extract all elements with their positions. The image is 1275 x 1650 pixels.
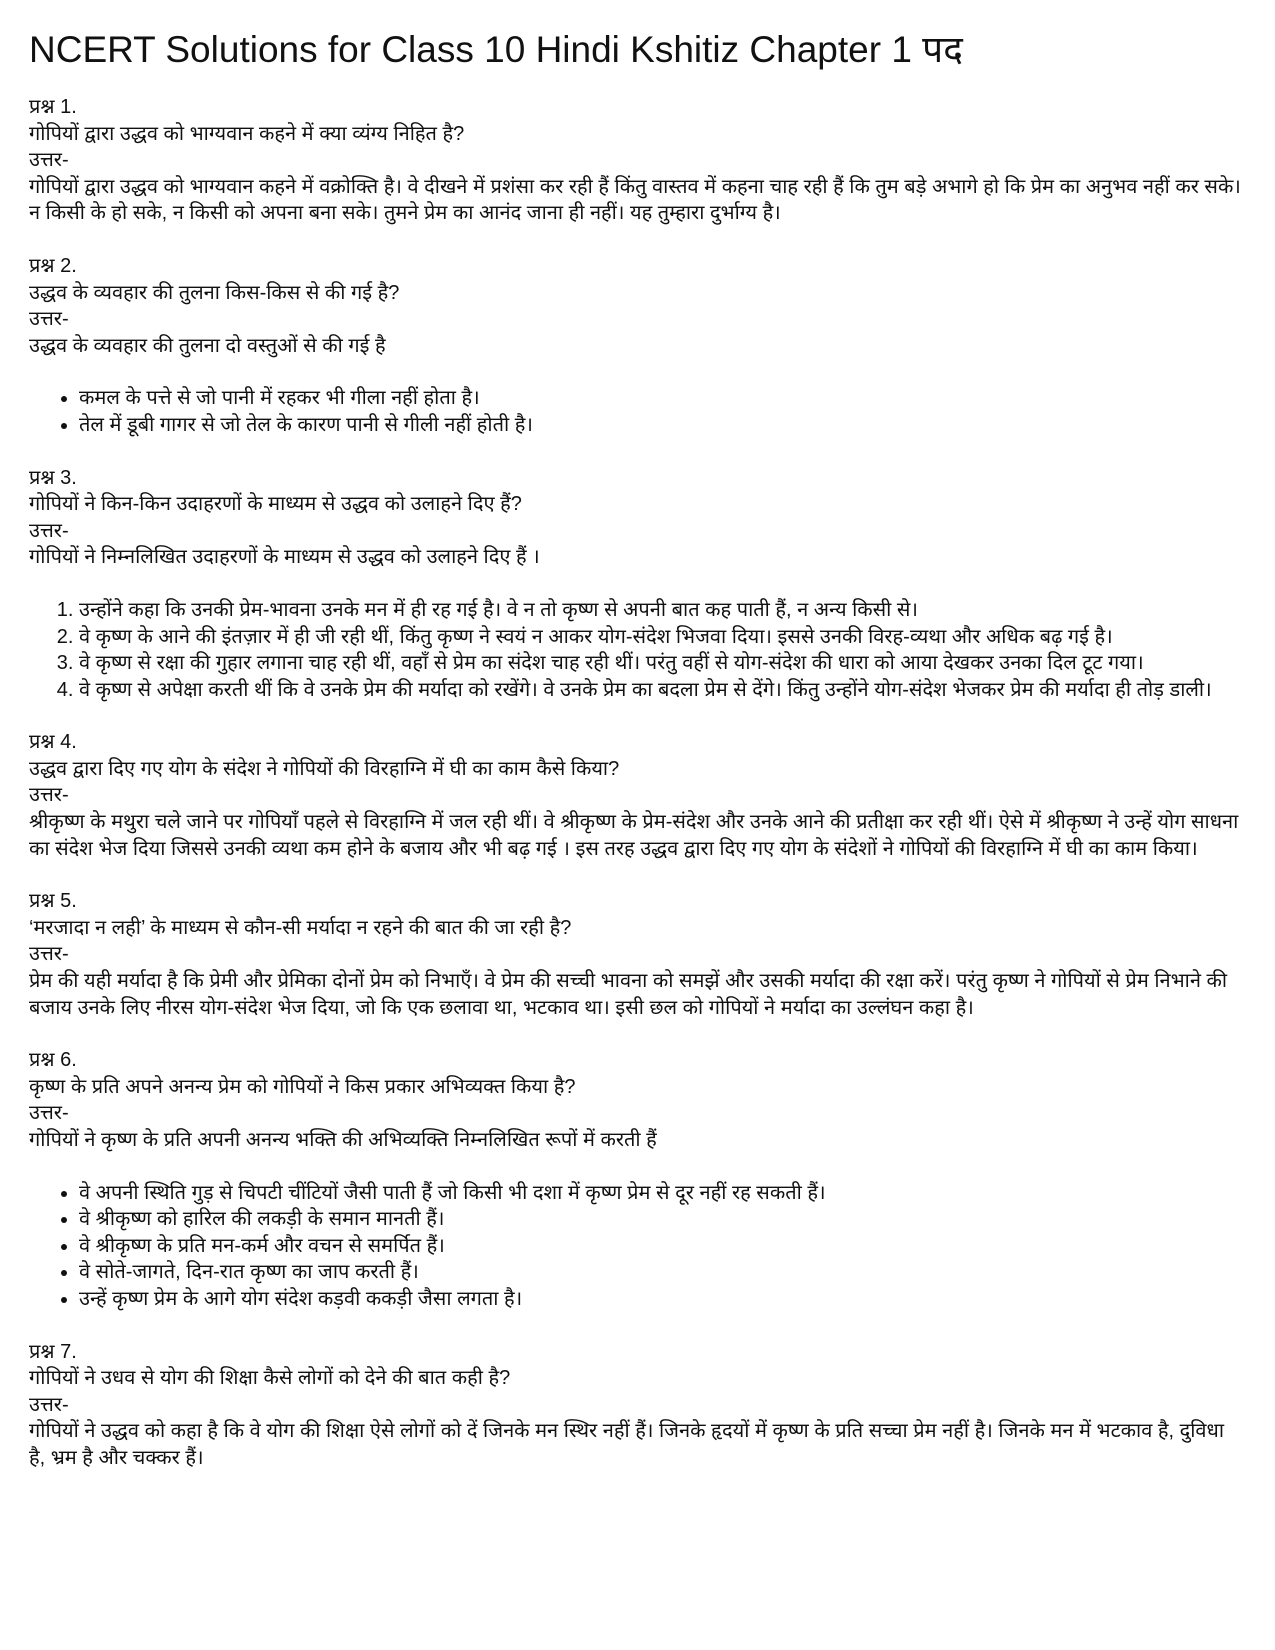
question-number: प्रश्न 3. [29, 466, 77, 489]
list-item: 4. वे कृष्ण से अपेक्षा करती थीं कि वे उनके प्रेम की मर्यादा को रखेंगे। वे उनके प्रेम का बदला प्रेम से देंगे। किंतु उन्होंने योग-संदेश भेजकर प्रेम की मर्यादा ही तोड़ डाली। [79, 677, 1245, 704]
question-text: गोपियों ने किन-किन उदाहरणों के माध्यम से उद्धव को उलाहने दिए हैं? [29, 493, 522, 516]
qa-section [29, 253, 1245, 439]
question-text: ‘मरजादा न लही’ के माध्यम से कौन-सी मर्यादा न रहने की बात की जा रही है? [29, 916, 572, 939]
question-number: प्रश्न 2. [29, 254, 77, 277]
qa-section [29, 94, 1245, 227]
question-text: उद्धव के व्यवहार की तुलना किस-किस से की गई है? [29, 281, 400, 304]
question-number: प्रश्न 1. [29, 96, 77, 118]
qa-section [29, 465, 1245, 704]
list-item: • कमल के पत्ते से जो पानी में रहकर भी गीला नहीं होता है। [79, 385, 1245, 412]
answer-text: गोपियों ने निम्नलिखित उदाहरणों के माध्यम से उद्धव को उलाहने दिए हैं । [29, 546, 540, 569]
answer-label: उत्तर- [29, 1102, 69, 1125]
answer-text: उद्धव के व्यवहार की तुलना दो वस्तुओं से की गई है [29, 334, 386, 357]
list-item: • तेल में डूबी गागर से जो तेल के कारण पानी से गीली नहीं होती है। [79, 412, 1245, 439]
answer-label: उत्तर- [29, 943, 69, 966]
bullet-list [29, 1180, 1245, 1313]
qa-section [29, 1047, 1245, 1312]
list-item: • वे सोते-जागते, दिन-रात कृष्ण का जाप करती हैं। [79, 1259, 1245, 1286]
answer-text: गोपियों ने कृष्ण के प्रति अपनी अनन्य भक्ति की अभिव्यक्ति निम्नलिखित रूपों में करती हैं [29, 1129, 657, 1151]
question-text: गोपियों द्वारा उद्धव को भाग्यवान कहने में क्या व्यंग्य निहित है? [29, 122, 465, 145]
answer-label: उत्तर- [29, 1393, 69, 1416]
list-item: • उन्हें कृष्ण प्रेम के आगे योग संदेश कड़वी ककड़ी जैसा लगता है। [79, 1286, 1245, 1313]
question-number: प्रश्न 5. [29, 890, 77, 913]
numbered-list [29, 597, 1245, 703]
answer-text: गोपियों द्वारा उद्धव को भाग्यवान कहने में वक्रोक्ति है। वे दीखने में प्रशंसा कर रही हैं किंतु वास्तव में कहना चाह रही हैं कि तुम बड़े अभागे हो कि प्रेम का अनुभव नहीं कर सके। न किसी के हो सके, न किसी को अपना बना सके। तुमने प्रेम का आनंद जाना ही नहीं। यह तुम्हारा दुर्भाग्य है। [29, 175, 1241, 225]
question-text: उद्धव द्वारा दिए गए योग के संदेश ने गोपियों की विरहाग्नि में घी का काम कैसे किया? [29, 757, 620, 780]
question-number: प्रश्न 7. [29, 1340, 77, 1363]
answer-label: उत्तर- [29, 149, 69, 172]
page-title: NCERT Solutions for Class 10 Hindi Kshitiz Chapter 1 पद [29, 29, 963, 70]
list-item: • वे श्रीकृष्ण के प्रति मन-कर्म और वचन से समर्पित हैं। [79, 1233, 1245, 1260]
question-number: प्रश्न 4. [29, 731, 77, 754]
answer-label: उत्तर- [29, 519, 69, 542]
question-text: कृष्ण के प्रति अपने अनन्य प्रेम को गोपियों ने किस प्रकार अभिव्यक्त किया है? [29, 1075, 576, 1098]
list-item: • वे अपनी स्थिति गुड़ से चिपटी चींटियों जैसी पाती हैं जो किसी भी दशा में कृष्ण प्रेम से दूर नहीं रह सकती हैं। [79, 1180, 1245, 1207]
question-text: गोपियों ने उधव से योग की शिक्षा कैसे लोगों को देने की बात कही है? [29, 1367, 511, 1390]
answer-label: उत्तर- [29, 784, 69, 807]
bullet-list [29, 385, 1245, 438]
list-item: 2. वे कृष्ण के आने की इंतज़ार में ही जी रही थीं, किंतु कृष्ण ने स्वयं न आकर योग-संदेश भिजवा दिया। इससे उनकी विरह-व्यथा और अधिक बढ़ गई है। [79, 624, 1245, 651]
question-number: प्रश्न 6. [29, 1049, 77, 1072]
qa-section [29, 888, 1245, 1021]
list-item: • वे श्रीकृष्ण को हारिल की लकड़ी के समान मानती हैं। [79, 1206, 1245, 1233]
answer-text: श्रीकृष्ण के मथुरा चले जाने पर गोपियाँ पहले से विरहाग्नि में जल रही थीं। वे श्रीकृष्ण के प्रेम-संदेश और उनके आने की प्रतीक्षा कर रही थीं। ऐसे में श्रीकृष्ण ने उन्हें योग साधना का संदेश भेज दिया जिससे उनकी व्यथा कम होने के बजाय और भी बढ़ गई । इस तरह उद्धव द्वारा दिए गए योग के संदेशों ने गोपियों की विरहाग्नि में घी का काम किया। [29, 811, 1239, 860]
answer-label: उत्तर- [29, 308, 69, 331]
answer-text: प्रेम की यही मर्यादा है कि प्रेमी और प्रेमिका दोनों प्रेम को निभाएँ। वे प्रेम की सच्ची भावना को समझें और उसकी मर्यादा की रक्षा करें। परंतु कृष्ण ने गोपियों से प्रेम निभाने की बजाय उनके लिए नीरस योग-संदेश भेज दिया, जो कि एक छलावा था, भटकाव था। इसी छल को गोपियों ने मर्यादा का उल्लंघन कहा है। [29, 970, 1228, 1019]
list-item: 3. वे कृष्ण से रक्षा की गुहार लगाना चाह रही थीं, वहाँ से प्रेम का संदेश चाह रही थीं। परंतु वहीं से योग-संदेश की धारा को आया देखकर उनका दिल टूट गया। [79, 650, 1245, 677]
answer-text: गोपियों ने उद्धव को कहा है कि वे योग की शिक्षा ऐसे लोगों को दें जिनके मन स्थिर नहीं हैं। जिनके हृदयों में कृष्ण के प्रति सच्चा प्रेम नहीं है। जिनके मन में भटकाव है, दुविधा है, भ्रम है और चक्कर हैं। [29, 1420, 1225, 1469]
qa-section [29, 1339, 1245, 1472]
qa-section [29, 729, 1245, 862]
list-item: 1. उन्होंने कहा कि उनकी प्रेम-भावना उनके मन में ही रह गई है। वे न तो कृष्ण से अपनी बात कह पाती हैं, न अन्य किसी से। [79, 597, 1245, 624]
qa-sections [29, 94, 1245, 1472]
